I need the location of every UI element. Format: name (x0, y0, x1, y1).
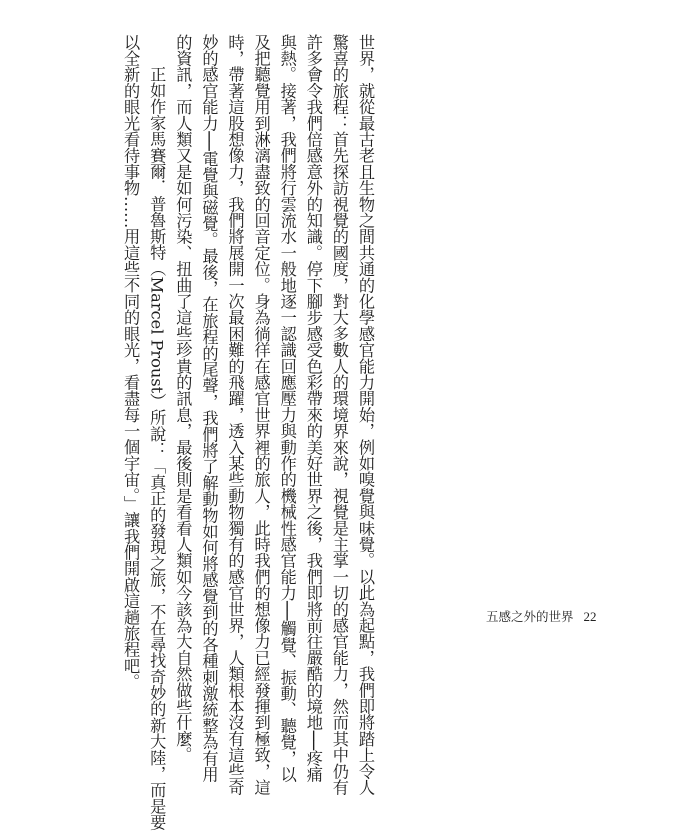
page-footer (486, 609, 597, 626)
book-title: 五感之外的世界 (486, 609, 574, 624)
text-line: 的資訊，而人類又是如何污染、扭曲了這些珍貴的訊息，最後則是看看人類如今該為大自然做些什麼。 (173, 34, 193, 763)
vertical-text-block (117, 34, 378, 831)
text-line: 以全新的眼光看待事物……用這些不同的眼光，看盡每一個宇宙。」讓我們開啟這趟旅程吧。 (121, 34, 141, 691)
text-line: 及把聽覺用到淋漓盡致的回音定位。身為徜徉在感官世界裡的旅人，此時我們的想像力已經發揮到極致，這 (251, 34, 271, 796)
text-line: 與熱。接著，我們將行雲流水一般地逐一認識回應壓力與動作的機械性感官能力──觸覺、振動、聽覺，以 (277, 34, 297, 783)
text-line: 世界，就從最古老且生物之間共通的化學感官能力開始，例如嗅覺與味覺。以此為起點，我們即將踏上令人 (356, 34, 375, 796)
text-line: 正如作家馬賽爾．普魯斯特（Marcel Proust）所說：「真正的發現之旅，不在尋找奇妙的新大陸，而是要 (147, 66, 167, 831)
text-line: 許多會令我們倍感意外的知識。停下腳步感受色彩帶來的美好世界之後，我們即將前往嚴酷的境地──疼痛 (303, 34, 323, 783)
text-line: 妙的感官能力──電覺與磁覺。最後，在旅程的尾聲，我們將了解動物如何將感覺到的各種刺激統整為有用 (199, 34, 219, 783)
page-number: 22 (583, 609, 597, 624)
text-line: 時，帶著這股想像力，我們將展開一次最困難的飛躍，透入某些動物獨有的感官世界，人類根本沒有這些奇 (225, 34, 245, 796)
text-line: 驚喜的旅程：首先探訪視覺的國度，對大多數人的環境界來說，視覺是主掌一切的感官能力，然而其中仍有 (329, 34, 349, 796)
